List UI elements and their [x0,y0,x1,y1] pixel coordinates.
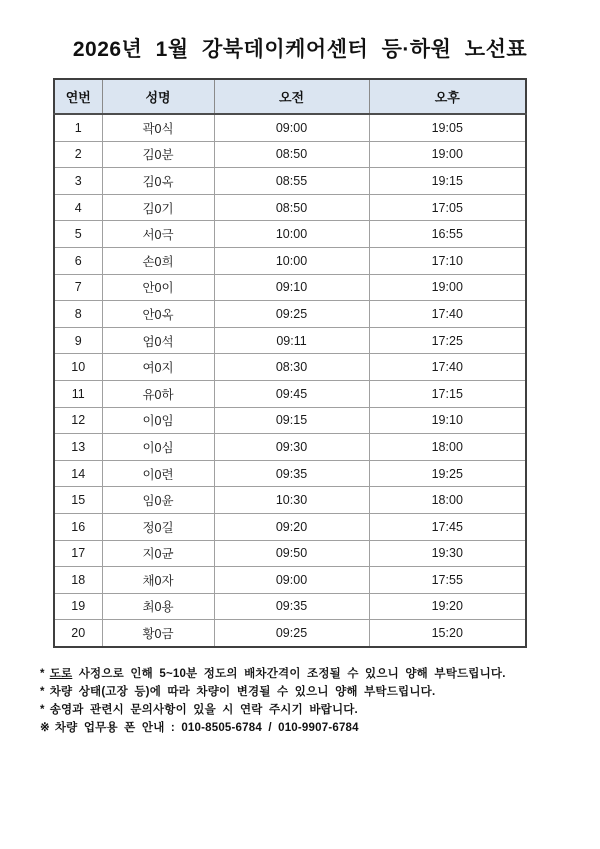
note-marker: * [40,703,45,716]
cell-afternoon: 17:25 [369,327,526,354]
cell-morning: 09:10 [214,274,369,301]
cell-afternoon: 16:55 [369,221,526,248]
cell-name: 채0자 [102,567,214,594]
cell-seq: 16 [54,513,102,540]
table-row [54,354,526,381]
note-emphasized-text: 도로 [49,667,73,680]
col-header-morning: 오전 [214,79,369,114]
cell-seq: 19 [54,593,102,620]
cell-morning: 08:50 [214,141,369,168]
note-marker: ※ [40,721,50,734]
cell-morning: 09:35 [214,593,369,620]
table-row [54,301,526,328]
table-row [54,327,526,354]
notes-section [40,665,560,737]
cell-morning: 09:25 [214,620,369,647]
cell-name: 김0분 [102,141,214,168]
page-title: 2026년 1월 강북데이케어센터 등·하원 노선표 [72,38,528,61]
table-row [54,460,526,487]
table-row [54,247,526,274]
cell-afternoon: 18:00 [369,434,526,461]
note-text: 송영과 관련시 문의사항이 있을 시 연락 주시기 바랍니다. [49,703,358,716]
table-row [54,380,526,407]
cell-name: 서0극 [102,221,214,248]
cell-name: 김0기 [102,194,214,221]
cell-morning: 09:20 [214,513,369,540]
cell-afternoon: 17:15 [369,380,526,407]
note-marker: * [40,667,45,680]
cell-afternoon: 19:05 [369,114,526,141]
cell-seq: 5 [54,221,102,248]
schedule-table-header [54,79,526,114]
cell-afternoon: 19:10 [369,407,526,434]
cell-afternoon: 17:55 [369,567,526,594]
cell-afternoon: 17:05 [369,194,526,221]
cell-name: 여0지 [102,354,214,381]
schedule-table [53,78,527,648]
col-header-name: 성명 [102,79,214,114]
cell-afternoon: 19:30 [369,540,526,567]
note-text: 차량 상태(고장 등)에 따라 차량이 변경될 수 있으니 양해 부탁드립니다. [49,685,436,698]
cell-afternoon: 17:45 [369,513,526,540]
cell-seq: 6 [54,247,102,274]
cell-name: 엄0석 [102,327,214,354]
cell-seq: 12 [54,407,102,434]
cell-afternoon: 17:40 [369,301,526,328]
table-row [54,567,526,594]
note-line [40,719,560,737]
cell-morning: 09:35 [214,460,369,487]
cell-morning: 09:25 [214,301,369,328]
cell-seq: 8 [54,301,102,328]
cell-morning: 09:15 [214,407,369,434]
cell-name: 김0옥 [102,168,214,195]
cell-afternoon: 19:20 [369,593,526,620]
table-row [54,593,526,620]
table-row [54,194,526,221]
cell-name: 지0균 [102,540,214,567]
cell-morning: 10:00 [214,247,369,274]
schedule-table-body [54,114,526,647]
cell-name: 이0련 [102,460,214,487]
cell-morning: 09:45 [214,380,369,407]
cell-name: 정0길 [102,513,214,540]
cell-name: 황0금 [102,620,214,647]
cell-name: 이0심 [102,434,214,461]
cell-seq: 18 [54,567,102,594]
note-marker: * [40,685,45,698]
cell-morning: 09:00 [214,567,369,594]
cell-name: 임0윤 [102,487,214,514]
cell-name: 손0희 [102,247,214,274]
cell-seq: 3 [54,168,102,195]
table-row [54,141,526,168]
cell-afternoon: 19:00 [369,274,526,301]
cell-morning: 09:50 [214,540,369,567]
cell-morning: 09:30 [214,434,369,461]
cell-morning: 08:55 [214,168,369,195]
note-text: 사정으로 인해 5~10분 정도의 배차간격이 조정될 수 있으니 양해 부탁드립니다. [72,667,506,680]
cell-morning: 10:00 [214,221,369,248]
table-row [54,487,526,514]
cell-seq: 1 [54,114,102,141]
table-row [54,168,526,195]
cell-morning: 08:30 [214,354,369,381]
cell-name: 이0임 [102,407,214,434]
note-line [40,701,560,719]
cell-name: 유0하 [102,380,214,407]
table-row [54,434,526,461]
col-header-afternoon: 오후 [369,79,526,114]
table-row [54,513,526,540]
cell-afternoon: 18:00 [369,487,526,514]
cell-seq: 10 [54,354,102,381]
cell-morning: 09:11 [214,327,369,354]
cell-seq: 15 [54,487,102,514]
cell-name: 안0이 [102,274,214,301]
table-row [54,540,526,567]
cell-morning: 10:30 [214,487,369,514]
cell-afternoon: 17:10 [369,247,526,274]
cell-seq: 7 [54,274,102,301]
cell-morning: 08:50 [214,194,369,221]
table-row [54,114,526,141]
cell-afternoon: 19:15 [369,168,526,195]
note-line [40,665,560,683]
table-row [54,407,526,434]
cell-seq: 11 [54,380,102,407]
cell-name: 곽0식 [102,114,214,141]
cell-seq: 20 [54,620,102,647]
cell-seq: 17 [54,540,102,567]
col-header-seq: 연번 [54,79,102,114]
cell-seq: 14 [54,460,102,487]
header-row [54,79,526,114]
cell-afternoon: 19:25 [369,460,526,487]
cell-name: 최0용 [102,593,214,620]
cell-seq: 9 [54,327,102,354]
cell-afternoon: 17:40 [369,354,526,381]
cell-name: 안0옥 [102,301,214,328]
note-line [40,683,560,701]
table-row [54,274,526,301]
cell-seq: 2 [54,141,102,168]
table-row [54,620,526,647]
cell-seq: 13 [54,434,102,461]
cell-afternoon: 15:20 [369,620,526,647]
table-row [54,221,526,248]
note-text: 차량 업무용 폰 안내 : 010-8505-6784 / 010-9907-6784 [54,721,359,734]
cell-seq: 4 [54,194,102,221]
cell-afternoon: 19:00 [369,141,526,168]
cell-morning: 09:00 [214,114,369,141]
